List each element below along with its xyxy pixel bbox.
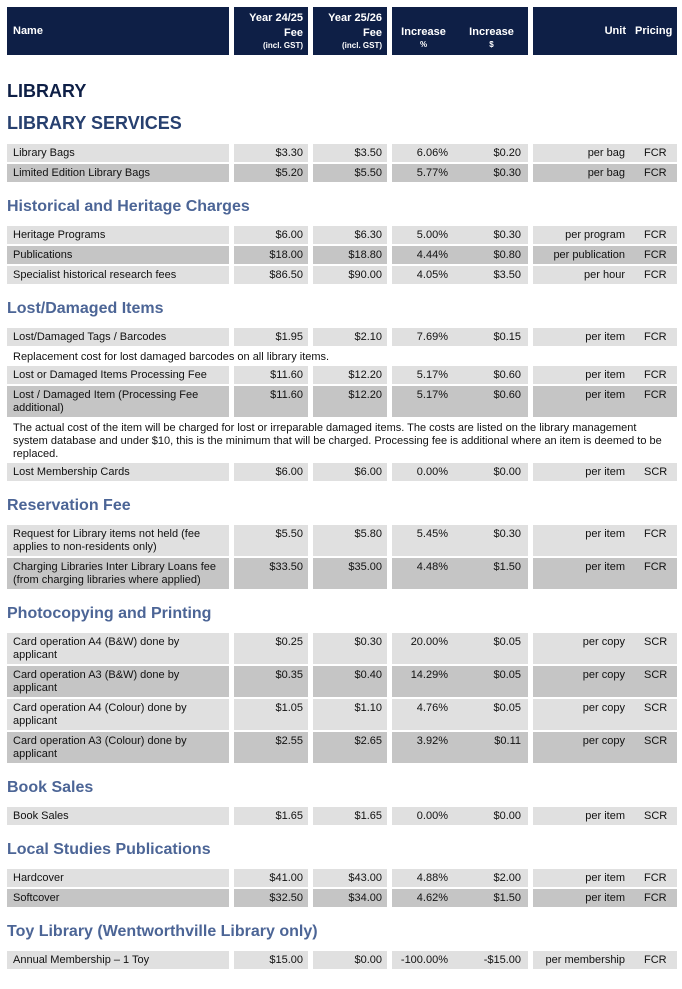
row-unit: per copy	[533, 732, 631, 763]
row-fee-2025-26: $0.40	[313, 666, 387, 697]
row-increase-percent: 4.48%	[392, 558, 455, 589]
row-name: Lost Membership Cards	[7, 463, 229, 481]
fee-table	[7, 951, 677, 969]
row-increase-percent: 5.00%	[392, 226, 455, 244]
row-increase-percent: 5.17%	[392, 386, 455, 417]
row-fee-2025-26: $0.30	[313, 633, 387, 664]
row-increase-percent: 5.17%	[392, 366, 455, 384]
row-unit: per hour	[533, 266, 631, 284]
row-name: Lost/Damaged Tags / Barcodes	[7, 328, 229, 346]
section-title: Reservation Fee	[7, 497, 131, 514]
row-fee-2025-26: $5.80	[313, 525, 387, 556]
section-title: Lost/Damaged Items	[7, 300, 164, 317]
row-pricing: FCR	[631, 328, 677, 346]
row-fee-2024-25: $0.25	[234, 633, 308, 664]
row-name: Heritage Programs	[7, 226, 229, 244]
row-unit: per copy	[533, 666, 631, 697]
row-fee-2025-26: $6.30	[313, 226, 387, 244]
row-fee-2024-25: $86.50	[234, 266, 308, 284]
row-increase-dollar: $1.50	[455, 889, 528, 907]
row-increase-percent: 14.29%	[392, 666, 455, 697]
row-unit: per item	[533, 889, 631, 907]
row-name: Library Bags	[7, 144, 229, 162]
row-name: Lost / Damaged Item (Processing Fee additional)	[7, 386, 229, 417]
row-fee-2025-26: $35.00	[313, 558, 387, 589]
library-title: LIBRARY	[7, 81, 87, 101]
table-row	[7, 386, 677, 417]
row-fee-2024-25: $5.20	[234, 164, 308, 182]
row-fee-2024-25: $1.65	[234, 807, 308, 825]
row-pricing: FCR	[631, 164, 677, 182]
row-name: Hardcover	[7, 869, 229, 887]
fee-table	[7, 328, 677, 481]
fee-table	[7, 807, 677, 825]
row-pricing: SCR	[631, 807, 677, 825]
header-increase-percent: Increase %	[392, 7, 455, 55]
table-row	[7, 463, 677, 481]
library-services-title: LIBRARY SERVICES	[7, 113, 182, 133]
row-fee-2024-25: $2.55	[234, 732, 308, 763]
section-title: Photocopying and Printing	[7, 605, 212, 622]
row-unit: per program	[533, 226, 631, 244]
table-note	[7, 348, 677, 366]
row-pricing: SCR	[631, 699, 677, 730]
row-pricing: SCR	[631, 666, 677, 697]
table-row	[7, 869, 677, 887]
row-name: Card operation A3 (Colour) done by applicant	[7, 732, 229, 763]
row-fee-2024-25: $11.60	[234, 386, 308, 417]
row-unit: per item	[533, 328, 631, 346]
table-row	[7, 951, 677, 969]
row-unit: per copy	[533, 699, 631, 730]
row-increase-dollar: $2.00	[455, 869, 528, 887]
row-name: Book Sales	[7, 807, 229, 825]
header-pricing: Pricing	[631, 7, 677, 55]
row-pricing: SCR	[631, 732, 677, 763]
row-increase-percent: 3.92%	[392, 732, 455, 763]
row-increase-dollar: $1.50	[455, 558, 528, 589]
row-pricing: FCR	[631, 266, 677, 284]
row-fee-2024-25: $5.50	[234, 525, 308, 556]
header-increase-dollar: Increase $	[455, 7, 528, 55]
row-fee-2024-25: $0.35	[234, 666, 308, 697]
note-text: Replacement cost for lost damaged barcodes on all library items.	[7, 348, 677, 366]
fee-table	[7, 633, 677, 763]
fee-sections	[0, 141, 682, 979]
row-unit: per item	[533, 807, 631, 825]
row-pricing: FCR	[631, 226, 677, 244]
table-row	[7, 246, 677, 264]
row-increase-dollar: $0.30	[455, 164, 528, 182]
row-fee-2025-26: $3.50	[313, 144, 387, 162]
row-increase-dollar: $0.60	[455, 366, 528, 384]
row-fee-2024-25: $18.00	[234, 246, 308, 264]
row-fee-2025-26: $34.00	[313, 889, 387, 907]
table-row	[7, 732, 677, 763]
row-fee-2025-26: $12.20	[313, 386, 387, 417]
table-row	[7, 558, 677, 589]
table-row	[7, 164, 677, 182]
row-increase-percent: 5.45%	[392, 525, 455, 556]
fee-table	[7, 144, 677, 182]
row-increase-percent: 4.44%	[392, 246, 455, 264]
row-fee-2025-26: $6.00	[313, 463, 387, 481]
row-increase-dollar: $0.30	[455, 525, 528, 556]
row-fee-2025-26: $90.00	[313, 266, 387, 284]
row-name: Request for Library items not held (fee applies to non-residents only)	[7, 525, 229, 556]
row-increase-dollar: $0.60	[455, 386, 528, 417]
table-row	[7, 226, 677, 244]
row-increase-dollar: $0.80	[455, 246, 528, 264]
note-text: The actual cost of the item will be charged for lost or irreparable damaged items. The costs are listed on the library management system database and under $10, this is the minimum that will be charged. Processing fee is additional where an item is deemed to be replaced.	[7, 419, 677, 463]
row-increase-percent: 0.00%	[392, 807, 455, 825]
row-increase-percent: 4.62%	[392, 889, 455, 907]
row-fee-2025-26: $5.50	[313, 164, 387, 182]
row-name: Softcover	[7, 889, 229, 907]
row-unit: per copy	[533, 633, 631, 664]
row-increase-dollar: $0.00	[455, 807, 528, 825]
row-fee-2025-26: $43.00	[313, 869, 387, 887]
row-increase-dollar: $0.30	[455, 226, 528, 244]
row-increase-percent: 4.05%	[392, 266, 455, 284]
table-row	[7, 366, 677, 384]
row-increase-percent: -100.00%	[392, 951, 455, 969]
row-pricing: FCR	[631, 869, 677, 887]
row-name: Limited Edition Library Bags	[7, 164, 229, 182]
row-increase-dollar: $3.50	[455, 266, 528, 284]
fee-table	[7, 869, 677, 907]
row-increase-percent: 4.76%	[392, 699, 455, 730]
row-increase-dollar: $0.05	[455, 666, 528, 697]
fee-table	[7, 525, 677, 589]
row-unit: per bag	[533, 164, 631, 182]
section-title: Book Sales	[7, 779, 94, 796]
row-increase-percent: 20.00%	[392, 633, 455, 664]
row-increase-dollar: $0.05	[455, 633, 528, 664]
row-fee-2024-25: $3.30	[234, 144, 308, 162]
row-fee-2024-25: $11.60	[234, 366, 308, 384]
table-note	[7, 419, 677, 463]
header-fee-2025-26: Year 25/26 Fee (incl. GST)	[313, 7, 387, 55]
row-fee-2025-26: $1.10	[313, 699, 387, 730]
row-unit: per item	[533, 463, 631, 481]
header-fee-2024-25: Year 24/25 Fee (incl. GST)	[234, 7, 308, 55]
row-pricing: SCR	[631, 633, 677, 664]
row-fee-2024-25: $33.50	[234, 558, 308, 589]
row-pricing: FCR	[631, 525, 677, 556]
row-pricing: FCR	[631, 366, 677, 384]
fee-table	[7, 226, 677, 284]
row-pricing: FCR	[631, 386, 677, 417]
row-increase-percent: 6.06%	[392, 144, 455, 162]
section-title: Toy Library (Wentworthville Library only)	[7, 923, 318, 940]
table-row	[7, 633, 677, 664]
row-increase-dollar: $0.15	[455, 328, 528, 346]
table-row	[7, 144, 677, 162]
table-row	[7, 699, 677, 730]
row-unit: per publication	[533, 246, 631, 264]
row-name: Publications	[7, 246, 229, 264]
row-fee-2024-25: $1.95	[234, 328, 308, 346]
row-fee-2025-26: $0.00	[313, 951, 387, 969]
section-title: Historical and Heritage Charges	[7, 198, 250, 215]
row-fee-2025-26: $2.65	[313, 732, 387, 763]
row-increase-dollar: $0.11	[455, 732, 528, 763]
row-fee-2024-25: $15.00	[234, 951, 308, 969]
row-fee-2024-25: $41.00	[234, 869, 308, 887]
row-pricing: FCR	[631, 246, 677, 264]
table-row	[7, 807, 677, 825]
column-header-table	[7, 7, 677, 55]
row-pricing: FCR	[631, 889, 677, 907]
table-row	[7, 889, 677, 907]
table-row	[7, 266, 677, 284]
row-pricing: FCR	[631, 558, 677, 589]
row-increase-percent: 4.88%	[392, 869, 455, 887]
row-increase-dollar: $0.05	[455, 699, 528, 730]
row-fee-2025-26: $1.65	[313, 807, 387, 825]
row-increase-percent: 7.69%	[392, 328, 455, 346]
row-unit: per membership	[533, 951, 631, 969]
row-fee-2025-26: $2.10	[313, 328, 387, 346]
row-increase-percent: 0.00%	[392, 463, 455, 481]
row-name: Card operation A3 (B&W) done by applicant	[7, 666, 229, 697]
row-increase-percent: 5.77%	[392, 164, 455, 182]
row-unit: per item	[533, 386, 631, 417]
row-fee-2025-26: $12.20	[313, 366, 387, 384]
row-unit: per item	[533, 558, 631, 589]
row-name: Annual Membership – 1 Toy	[7, 951, 229, 969]
table-row	[7, 666, 677, 697]
row-increase-dollar: -$15.00	[455, 951, 528, 969]
row-unit: per bag	[533, 144, 631, 162]
row-unit: per item	[533, 366, 631, 384]
row-pricing: FCR	[631, 951, 677, 969]
header-unit: Unit	[533, 7, 631, 55]
row-pricing: FCR	[631, 144, 677, 162]
row-fee-2024-25: $32.50	[234, 889, 308, 907]
table-row	[7, 328, 677, 346]
row-name: Card operation A4 (B&W) done by applicant	[7, 633, 229, 664]
header-name: Name	[7, 7, 229, 55]
row-fee-2025-26: $18.80	[313, 246, 387, 264]
row-name: Specialist historical research fees	[7, 266, 229, 284]
row-name: Charging Libraries Inter Library Loans fee (from charging libraries where applied)	[7, 558, 229, 589]
row-unit: per item	[533, 525, 631, 556]
table-row	[7, 525, 677, 556]
row-fee-2024-25: $6.00	[234, 463, 308, 481]
row-increase-dollar: $0.00	[455, 463, 528, 481]
row-name: Lost or Damaged Items Processing Fee	[7, 366, 229, 384]
row-fee-2024-25: $6.00	[234, 226, 308, 244]
row-fee-2024-25: $1.05	[234, 699, 308, 730]
section-title: Local Studies Publications	[7, 841, 211, 858]
row-unit: per item	[533, 869, 631, 887]
row-increase-dollar: $0.20	[455, 144, 528, 162]
row-pricing: SCR	[631, 463, 677, 481]
row-name: Card operation A4 (Colour) done by applicant	[7, 699, 229, 730]
